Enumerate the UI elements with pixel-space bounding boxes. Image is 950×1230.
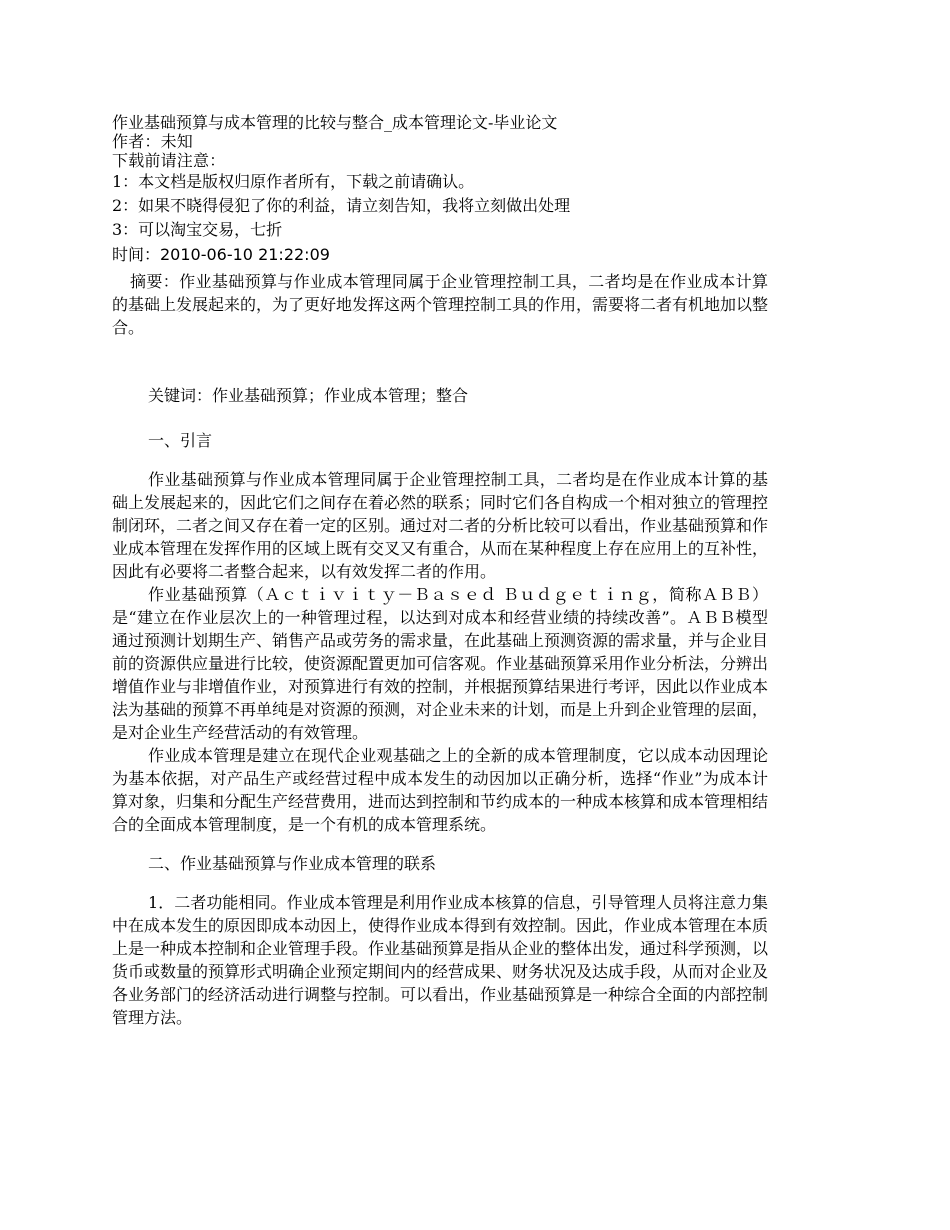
author-line: 作者：未知: [112, 132, 194, 151]
section-heading-introduction: 一、引言: [148, 431, 213, 450]
note-item: 1：本文档是版权归原作者所有，下载之前请确认。: [112, 172, 475, 191]
body-paragraph: 1．二者功能相同。作业成本管理是利用作业成本核算的信息，引导管理人员将注意力集中在成本发生的原因即成本动因上，使得作业成本得到有效控制。因此，作业成本管理在本质上是一种成本控制和企业管理手段。作业基础预算是指从企业的整体出发，通过科学预测，以货币或数量的预算形式明确企业预定期间内的经营成果、财务状况及达成手段，从而对企业及各业务部门的经济活动进行调整与控制。可以看出，作业基础预算是一种综合全面的内部控制管理方法。: [112, 893, 769, 1027]
body-paragraph: 作业成本管理是建立在现代企业观基础之上的全新的成本管理制度，它以成本动因理论为基本依据，对产品生产或经营过程中成本发生的动因加以正确分析，选择“作业”为成本计算对象，归集和分配生产经营费用，进而达到控制和节约成本的一种成本核算和成本管理相结合的全面成本管理制度，是一个有机的成本管理系统。: [112, 746, 769, 834]
document-title: 作业基础预算与成本管理的比较与整合_成本管理论文-毕业论文: [112, 113, 558, 132]
section-heading-relationship: 二、作业基础预算与作业成本管理的联系: [148, 854, 437, 873]
keywords-line: 关键词：作业基础预算；作业成本管理；整合: [148, 386, 469, 405]
download-notice: 下载前请注意：: [112, 151, 226, 170]
abstract-paragraph: 摘要：作业基础预算与作业成本管理同属于企业管理控制工具，二者均是在作业成本计算的基础上发展起来的，为了更好地发挥这两个管理控制工具的作用，需要将二者有机地加以整合。: [112, 272, 769, 337]
timestamp: 时间：2010-06-10 21:22:09: [112, 245, 330, 264]
document-page: [112, 113, 768, 1029]
note-item: 3：可以淘宝交易，七折: [112, 220, 283, 239]
body-paragraph: 作业基础预算（Ａｃｔｉｖｉｔｙ－Ｂａｓｅｄ Ｂｕｄｇｅｔｉｎｇ，简称ＡＢＢ）是“建立在作业层次上的一种管理过程，以达到对成本和经营业绩的持续改善”。ＡＢＢ模型通过预测计划期生产、销售产品或劳务的需求量，在此基础上预测资源的需求量，并与企业目前的资源供应量进行比较，使资源配置更加可信客观。作业基础预算采用作业分析法，分辨出增值作业与非增值作业，对预算进行有效的控制，并根据预算结果进行考评，因此以作业成本法为基础的预算不再单纯是对资源的预测，对企业未来的计划，而是上升到企业管理的层面，是对企业生产经营活动的有效管理。: [112, 585, 769, 742]
body-paragraph: 作业基础预算与作业成本管理同属于企业管理控制工具，二者均是在作业成本计算的基础上发展起来的，因此它们之间存在着必然的联系；同时它们各自构成一个相对独立的管理控制闭环，二者之间又存在着一定的区别。通过对二者的分析比较可以看出，作业基础预算和作业成本管理在发挥作用的区域上既有交叉又有重合，从而在某种程度上存在应用上的互补性，因此有必要将二者整合起来，以有效发挥二者的作用。: [112, 470, 769, 581]
note-item: 2：如果不晓得侵犯了你的利益，请立刻告知，我将立刻做出处理: [112, 196, 571, 215]
